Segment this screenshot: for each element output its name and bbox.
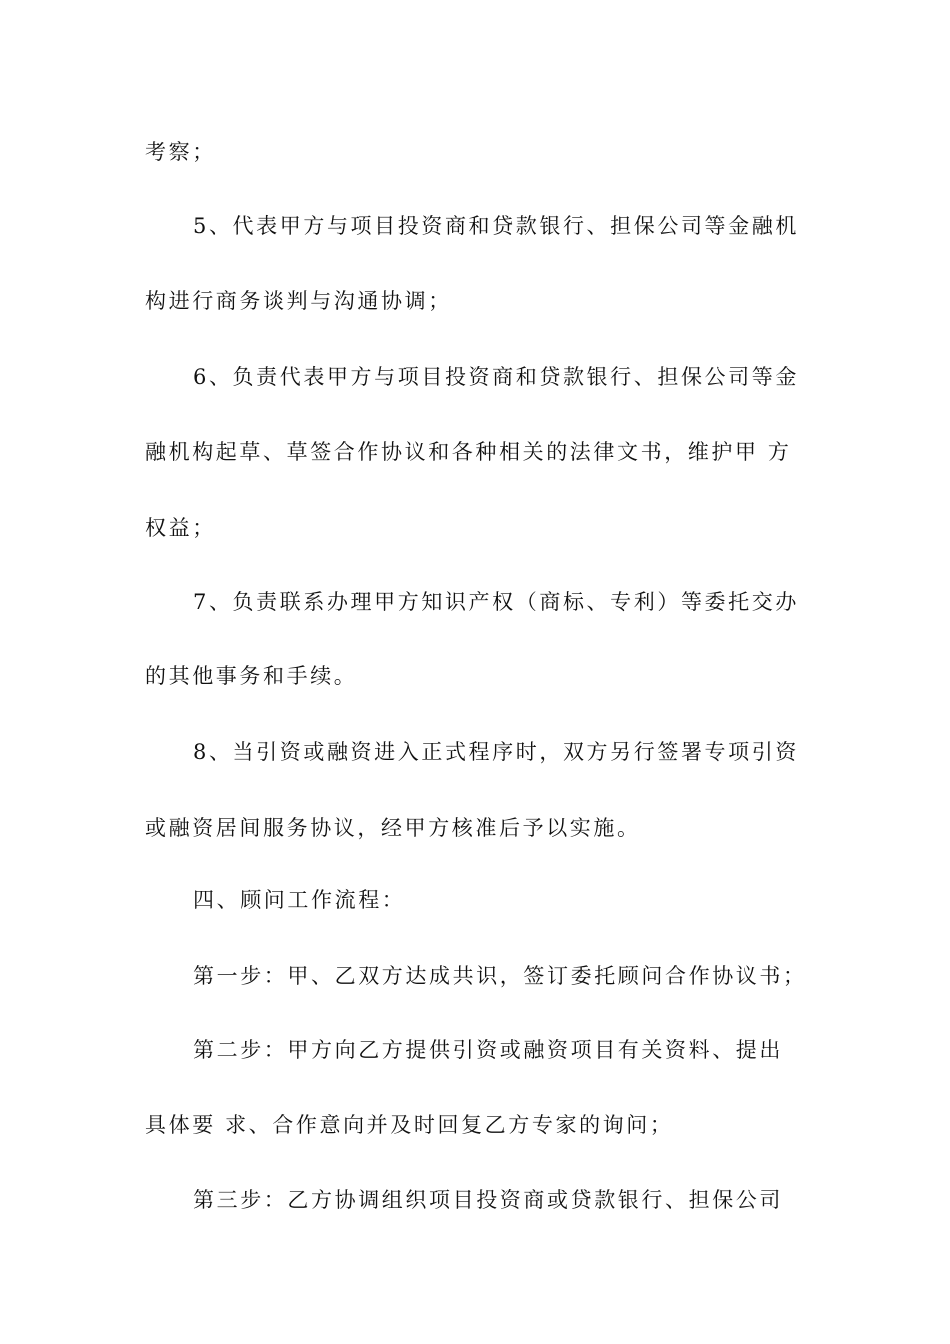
section-heading: 四、顾问工作流程：	[193, 888, 406, 912]
text-line: 的其他事务和手续。	[145, 664, 358, 688]
text-line: 具体要 求、合作意向并及时回复乙方专家的询问；	[145, 1113, 674, 1137]
text-line: 8、当引资或融资进入正式程序时，双方另行签署专项引资	[193, 740, 799, 764]
text-line: 第一步：甲、乙双方达成共识，签订委托顾问合作协议书；	[193, 964, 807, 988]
text-line: 构进行商务谈判与沟通协调；	[145, 289, 452, 313]
text-line: 第三步：乙方协调组织项目投资商或贷款银行、担保公司	[193, 1188, 783, 1212]
text-line: 考察；	[145, 140, 216, 164]
text-line: 7、负责联系办理甲方知识产权（商标、专利）等委托交办	[193, 590, 799, 614]
text-line: 权益；	[145, 516, 216, 540]
text-line: 第二步：甲方向乙方提供引资或融资项目有关资料、提出	[193, 1038, 783, 1062]
text-line: 6、负责代表甲方与项目投资商和贷款银行、担保公司等金	[193, 365, 799, 389]
text-line: 或融资居间服务协议，经甲方核准后予以实施。	[145, 816, 641, 840]
text-line: 融机构起草、草签合作协议和各种相关的法律文书，维护甲 方	[145, 440, 792, 464]
text-line: 5、代表甲方与项目投资商和贷款银行、担保公司等金融机	[193, 214, 799, 238]
